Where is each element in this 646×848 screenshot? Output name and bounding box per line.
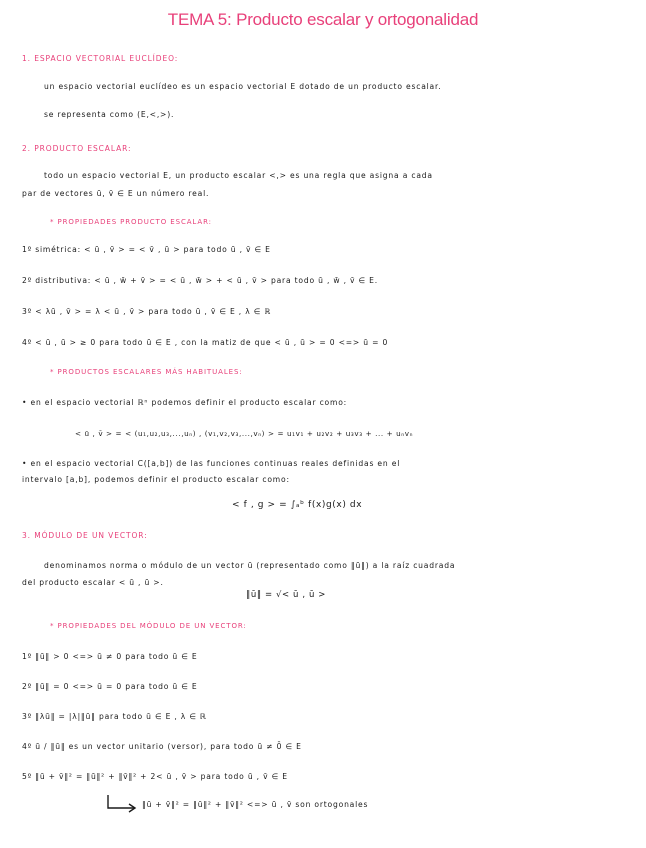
- section-2-heading: 2. PRODUCTO ESCALAR:: [22, 144, 132, 153]
- s3-line-2: del producto escalar < ū , ū >.: [22, 578, 164, 587]
- s3-property-2: 2º ‖ū‖ = 0 <=> ū = 0 para todo ū ∈ E: [22, 682, 198, 691]
- s3-property-3: 3º ‖λū‖ = |λ|‖ū‖ para todo ū ∈ E , λ ∈ ℝ: [22, 712, 207, 721]
- s2-property-1: 1º simétrica: < ū , v̄ > = < v̄ , ū > para todo ū , v̄ ∈ E: [22, 245, 271, 254]
- s1-line-1: un espacio vectorial euclídeo es un espacio vectorial E dotado de un producto escalar.: [44, 82, 442, 91]
- s2-usual-1-formula: < ū , v̄ > = < (u₁,u₂,u₃,...,uₙ) , (v₁,v₂,v₃,...,vₙ) > = u₁v₁ + u₂v₂ + u₃v₃ + ... + uₙvₙ: [75, 429, 414, 438]
- s2-properties-heading: * PROPIEDADES PRODUCTO ESCALAR:: [50, 218, 212, 226]
- s3-property-4: 4º ū / ‖ū‖ es un vector unitario (versor), para todo ū ≠ 0̄ ∈ E: [22, 742, 302, 751]
- s2-property-4: 4º < ū , ū > ≥ 0 para todo ū ∈ E , con la matiz de que < ū , ū > = 0 <=> ū = 0: [22, 338, 389, 347]
- s2-property-2: 2º distributiva: < ū , w̄ + v̄ > = < ū , w̄ > + < ū , v̄ > para todo ū , w̄ , v̄ ∈ E.: [22, 276, 378, 285]
- s2-usual-2-formula: < f , g > = ∫ₐᵇ f(x)g(x) dx: [232, 500, 363, 510]
- s3-line-1: denominamos norma o módulo de un vector ū (representado como ‖ū‖) a la raíz cuadrada: [44, 561, 456, 570]
- s3-properties-heading: * PROPIEDADES DEL MÓDULO DE UN VECTOR:: [50, 622, 247, 630]
- s3-property-1: 1º ‖ū‖ > 0 <=> ū ≠ 0 para todo ū ∈ E: [22, 652, 198, 661]
- s3-property-5-consequence: ‖ū + v̄‖² = ‖ū‖² + ‖v̄‖² <=> ū , v̄ son ortogonales: [142, 800, 369, 809]
- section-3-heading: 3. MÓDULO DE UN VECTOR:: [22, 531, 148, 540]
- section-1-heading: 1. ESPACIO VECTORIAL EUCLÍDEO:: [22, 54, 179, 63]
- s3-norm-formula: ‖ū‖ = √< ū , ū >: [246, 590, 326, 600]
- page-title: TEMA 5: Producto escalar y ortogonalidad: [167, 10, 479, 29]
- s1-line-2: se representa como (E,<,>).: [44, 110, 175, 119]
- s2-usual-2-line-2: intervalo [a,b], podemos definir el producto escalar como:: [22, 475, 290, 484]
- s2-line-1: todo un espacio vectorial E, un producto escalar <,> es una regla que asigna a cada: [44, 171, 433, 180]
- s2-usual-heading: * PRODUCTOS ESCALARES MÁS HABITUALES:: [50, 368, 243, 376]
- s2-property-3: 3º < λū , v̄ > = λ < ū , v̄ > para todo ū , v̄ ∈ E , λ ∈ ℝ: [22, 307, 272, 316]
- s2-line-2: par de vectores ū, v̄ ∈ E un número real.: [22, 189, 210, 198]
- s3-property-5: 5º ‖ū + v̄‖² = ‖ū‖² + ‖v̄‖² + 2< ū , v̄ > para todo ū , v̄ ∈ E: [22, 772, 288, 781]
- arrow-icon: [104, 794, 138, 816]
- s2-usual-1: • en el espacio vectorial ℝⁿ podemos definir el producto escalar como:: [22, 398, 348, 407]
- s2-usual-2-line-1: • en el espacio vectorial C([a,b]) de las funciones continuas reales definidas en el: [22, 459, 401, 468]
